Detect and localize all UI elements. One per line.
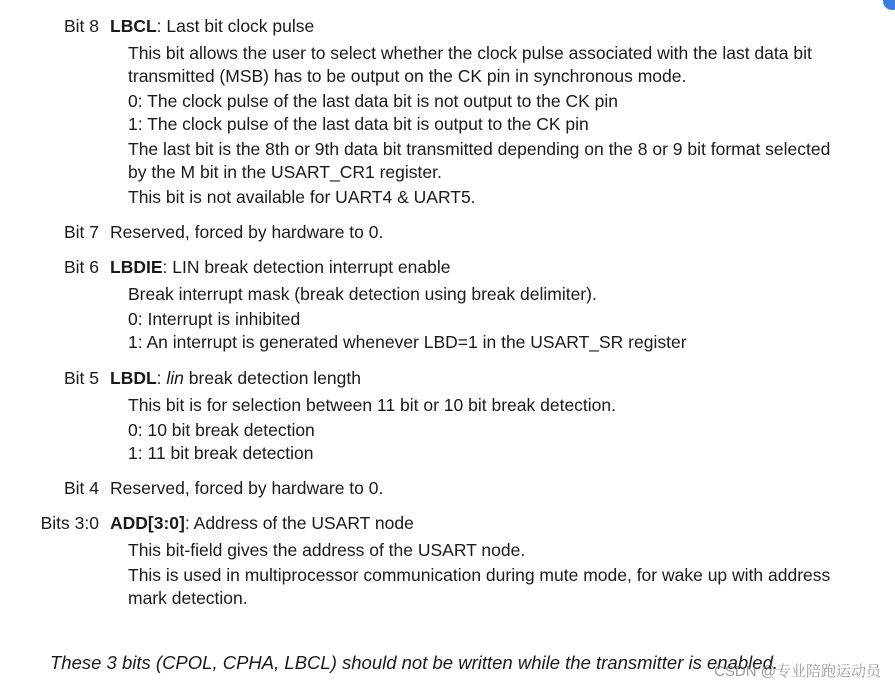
description-line: 0: Interrupt is inhibited <box>128 309 301 329</box>
watermark-text: CSDN @专业陪跑运动员 <box>714 663 881 680</box>
field-separator: : <box>156 368 167 388</box>
field-title: Last bit clock pulse <box>166 16 315 36</box>
description-line: transmitted (MSB) has to be output on the CK pin in synchronous mode. <box>128 66 687 86</box>
field-name: LBCL <box>110 16 157 36</box>
field-name: LBDIE <box>110 257 163 277</box>
description-line: 1: The clock pulse of the last data bit is output to the CK pin <box>128 114 589 134</box>
field-title: LIN break detection interrupt enable <box>172 257 451 277</box>
description-line: 0: 10 bit break detection <box>128 420 315 440</box>
field-title: Address of the USART node <box>193 513 414 533</box>
field-name: LBDL <box>110 368 157 388</box>
description-line: mark detection. <box>128 588 248 608</box>
bit-number: Bit 5 <box>63 368 99 388</box>
field-separator: : <box>156 16 167 36</box>
bit-number: Bit 4 <box>63 478 99 498</box>
description-line: by the M bit in the USART_CR1 register. <box>128 162 442 182</box>
field-title-italic: lin <box>166 368 184 388</box>
field-heading <box>110 512 414 535</box>
field-title: break detection length <box>183 368 361 388</box>
field-heading: Reserved, forced by hardware to 0. <box>110 222 384 242</box>
description-line: This bit is not available for UART4 & UART5. <box>128 187 476 207</box>
description-line: This is used in multiprocessor communication during mute mode, for wake up with address <box>128 565 831 585</box>
corner-circle-icon <box>883 0 895 10</box>
description-line: This bit is for selection between 11 bit or 10 bit break detection. <box>128 395 617 415</box>
note-text: These 3 bits (CPOL, CPHA, LBCL) should not be written while the transmitter is enabled. <box>50 652 779 673</box>
field-separator: : <box>162 257 173 277</box>
description-line: Break interrupt mask (break detection using break delimiter). <box>128 284 597 304</box>
bit-number: Bit 7 <box>63 222 99 242</box>
description-line: This bit allows the user to select whether the clock pulse associated with the last data bit <box>128 43 812 63</box>
field-description <box>128 394 888 465</box>
description-line: 1: 11 bit break detection <box>128 443 314 463</box>
bit-number: Bit 8 <box>63 16 99 36</box>
field-heading <box>110 15 314 38</box>
description-line: 0: The clock pulse of the last data bit is not output to the CK pin <box>128 91 618 111</box>
field-description <box>128 539 888 610</box>
field-separator: : <box>184 513 194 533</box>
field-description <box>128 283 888 354</box>
description-line: This bit-field gives the address of the USART node. <box>128 540 526 560</box>
field-description <box>128 42 888 209</box>
bit-number: Bits 3:0 <box>40 513 99 533</box>
bit-number: Bit 6 <box>63 257 99 277</box>
description-line: 1: An interrupt is generated whenever LBD=1 in the USART_SR register <box>128 332 687 352</box>
field-name: ADD[3:0] <box>110 513 185 533</box>
field-heading <box>110 367 361 390</box>
description-line: The last bit is the 8th or 9th data bit transmitted depending on the 8 or 9 bit format selected <box>128 139 831 159</box>
field-heading <box>110 256 450 279</box>
field-heading: Reserved, forced by hardware to 0. <box>110 478 384 498</box>
